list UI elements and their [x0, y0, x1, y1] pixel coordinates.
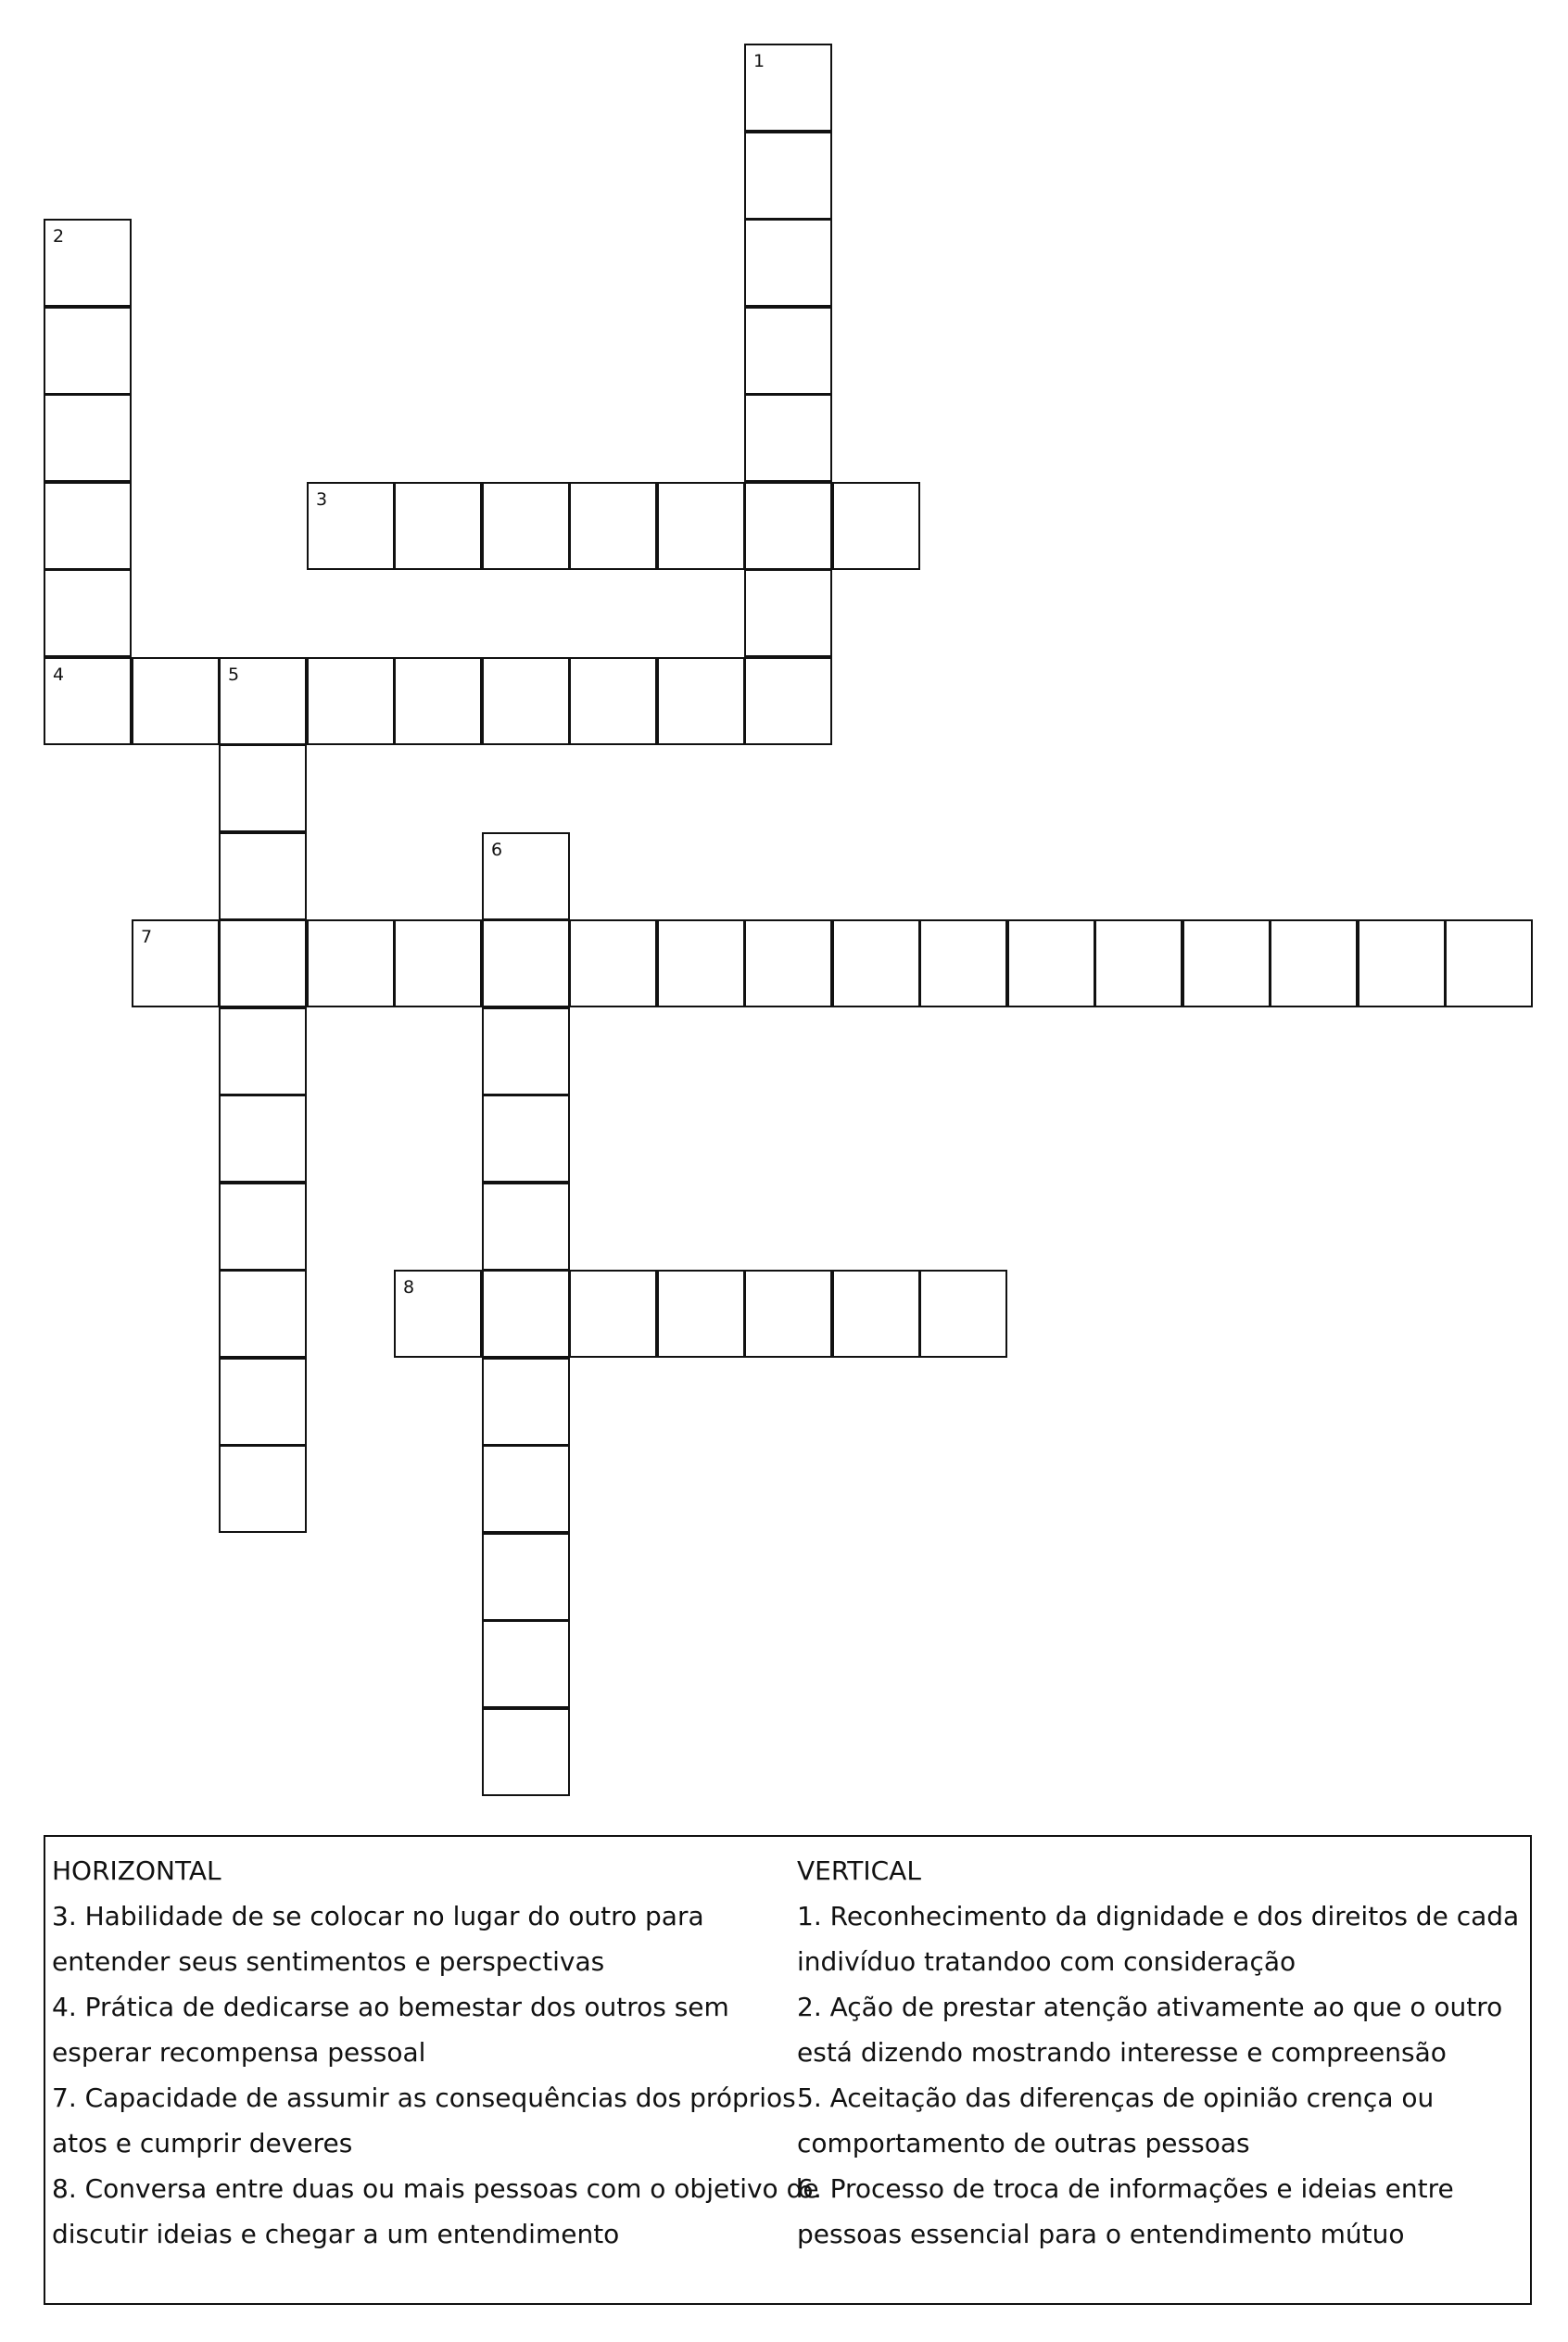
clue-line: pessoas essencial para o entendimento mútuo [797, 2219, 1405, 2249]
grid-cell[interactable] [482, 919, 570, 1007]
grid-cell[interactable] [219, 832, 307, 920]
grid-cell[interactable] [569, 482, 657, 570]
grid-cell[interactable] [832, 919, 920, 1007]
grid-cell[interactable] [219, 1358, 307, 1446]
grid-cell[interactable] [744, 132, 832, 220]
grid-cell[interactable] [482, 482, 570, 570]
grid-cell[interactable] [569, 657, 657, 745]
grid-cell[interactable] [482, 1445, 570, 1533]
grid-cell[interactable] [482, 657, 570, 745]
clue-line: 3. Habilidade de se colocar no lugar do outro para [52, 1901, 704, 1931]
grid-cell[interactable] [219, 1095, 307, 1183]
grid-cell[interactable] [219, 1007, 307, 1095]
grid-cell[interactable] [482, 1533, 570, 1621]
horizontal-clues [52, 1848, 819, 2257]
grid-cell[interactable] [1445, 919, 1533, 1007]
grid-cell[interactable] [307, 657, 395, 745]
grid-cell[interactable] [744, 44, 832, 132]
grid-cell[interactable] [307, 482, 395, 570]
grid-cell[interactable] [482, 1708, 570, 1796]
grid-cell[interactable] [744, 1270, 832, 1358]
grid-cell[interactable] [744, 219, 832, 307]
vertical-clues [797, 1848, 1520, 2257]
grid-cell[interactable] [219, 919, 307, 1007]
grid-cell[interactable] [482, 1095, 570, 1183]
grid-cell[interactable] [1094, 919, 1182, 1007]
grid-cell[interactable] [657, 657, 745, 745]
clue-line: 6. Processo de troca de informações e ideias entre [797, 2173, 1454, 2204]
clue-line: esperar recompensa pessoal [52, 2037, 426, 2068]
grid-cell[interactable] [44, 482, 132, 570]
clue-line: 5. Aceitação das diferenças de opinião crença ou [797, 2082, 1435, 2113]
grid-cell[interactable] [307, 919, 395, 1007]
grid-cell[interactable] [657, 1270, 745, 1358]
clue-number: 1 [753, 51, 765, 71]
clue-number: 6 [491, 840, 503, 860]
clue-line: comportamento de outras pessoas [797, 2128, 1250, 2158]
grid-cell[interactable] [1007, 919, 1095, 1007]
grid-cell[interactable] [569, 919, 657, 1007]
clue-line: atos e cumprir deveres [52, 2128, 353, 2158]
clue-number: 5 [228, 665, 240, 685]
grid-cell[interactable] [394, 657, 482, 745]
grid-cell[interactable] [394, 919, 482, 1007]
clue-line: 2. Ação de prestar atenção ativamente ao que o outro [797, 1992, 1503, 2022]
clues-box [44, 1835, 1532, 2305]
grid-cell[interactable] [832, 482, 920, 570]
clue-line: entender seus sentimentos e perspectivas [52, 1946, 605, 1977]
grid-cell[interactable] [832, 1270, 920, 1358]
grid-cell[interactable] [657, 482, 745, 570]
grid-cell[interactable] [44, 307, 132, 395]
grid-cell[interactable] [44, 569, 132, 657]
grid-cell[interactable] [744, 482, 832, 570]
grid-cell[interactable] [569, 1270, 657, 1358]
grid-cell[interactable] [44, 394, 132, 482]
grid-cell[interactable] [744, 657, 832, 745]
grid-cell[interactable] [744, 394, 832, 482]
grid-cell[interactable] [1182, 919, 1271, 1007]
grid-cell[interactable] [1358, 919, 1446, 1007]
clue-number: 8 [403, 1277, 415, 1298]
grid-cell[interactable] [482, 1270, 570, 1358]
clue-line: 4. Prática de dedicarse ao bemestar dos outros sem [52, 1992, 729, 2022]
grid-cell[interactable] [919, 1270, 1007, 1358]
clue-number: 7 [141, 927, 153, 947]
horizontal-heading: HORIZONTAL [52, 1855, 221, 1886]
grid-cell[interactable] [219, 1270, 307, 1358]
grid-cell[interactable] [219, 1183, 307, 1271]
clue-line: 8. Conversa entre duas ou mais pessoas com o objetivo de [52, 2173, 819, 2204]
clue-line: indivíduo tratandoo com consideração [797, 1946, 1296, 1977]
clue-number: 3 [316, 489, 328, 510]
grid-cell[interactable] [219, 1445, 307, 1533]
clue-line: 7. Capacidade de assumir as consequências dos próprios [52, 2082, 796, 2113]
grid-cell[interactable] [657, 919, 745, 1007]
grid-cell[interactable] [482, 832, 570, 920]
grid-cell[interactable] [394, 482, 482, 570]
grid-cell[interactable] [919, 919, 1007, 1007]
grid-cell[interactable] [132, 657, 220, 745]
grid-cell[interactable] [482, 1620, 570, 1708]
grid-cell[interactable] [744, 569, 832, 657]
grid-cell[interactable] [744, 919, 832, 1007]
grid-cell[interactable] [219, 744, 307, 832]
vertical-heading: VERTICAL [797, 1855, 921, 1886]
grid-cell[interactable] [44, 219, 132, 307]
grid-cell[interactable] [394, 1270, 482, 1358]
grid-cell[interactable] [219, 657, 307, 745]
clue-number: 4 [53, 665, 65, 685]
grid-cell[interactable] [482, 1007, 570, 1095]
grid-cell[interactable] [1270, 919, 1358, 1007]
clue-line: 1. Reconhecimento da dignidade e dos direitos de cada [797, 1901, 1520, 1931]
clue-number: 2 [53, 226, 65, 247]
grid-cell[interactable] [482, 1183, 570, 1271]
clue-line: está dizendo mostrando interesse e compreensão [797, 2037, 1447, 2068]
grid-cell[interactable] [132, 919, 220, 1007]
grid-cell[interactable] [44, 657, 132, 745]
clue-line: discutir ideias e chegar a um entendimento [52, 2219, 620, 2249]
grid-cell[interactable] [744, 307, 832, 395]
grid-cell[interactable] [482, 1358, 570, 1446]
